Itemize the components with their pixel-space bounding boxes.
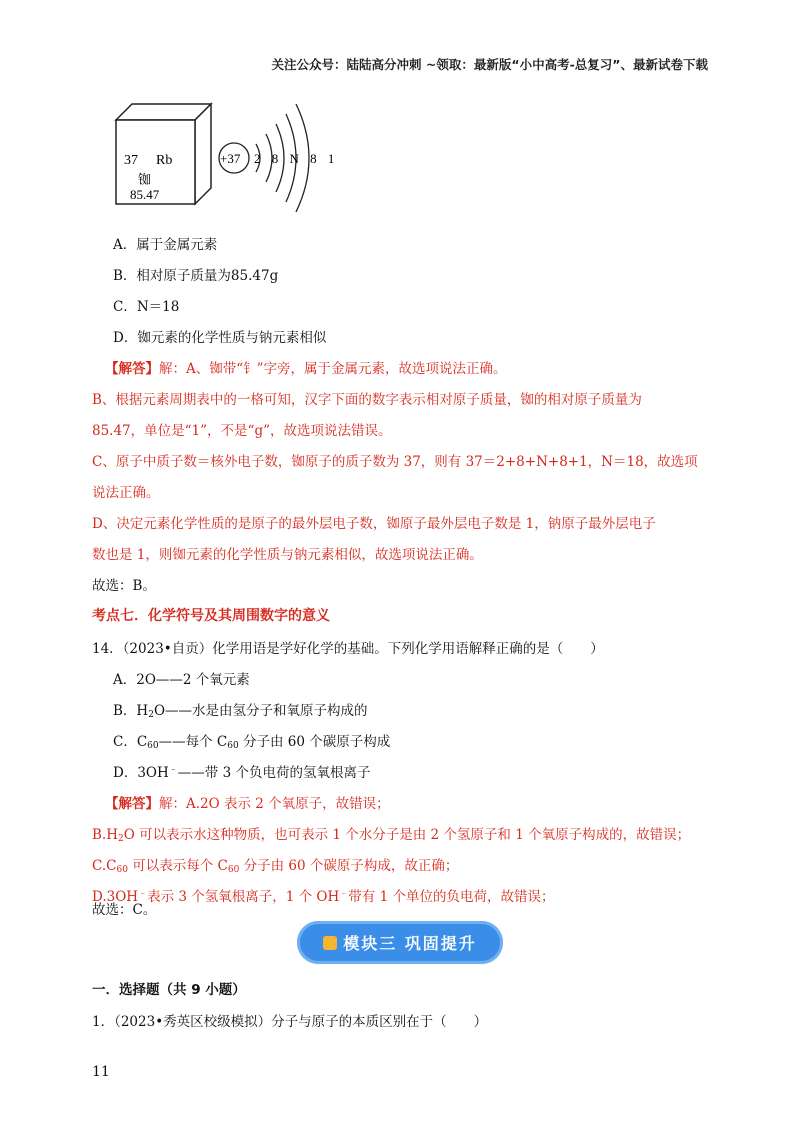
q14-option-d: D．3OH﹣——带 3 个负电荷的氢氧根离子 <box>113 765 371 781</box>
q14-stem: 14．（2023•自贡）化学用语是学好化学的基础。下列化学用语解释正确的是（ ） <box>92 641 604 657</box>
q13-option-b: B．相对原子质量为85.47g <box>113 268 279 284</box>
star-badge-icon <box>323 936 337 950</box>
element-symbol: Rb <box>156 153 173 168</box>
module-banner <box>297 921 503 964</box>
cube-side <box>195 104 211 204</box>
q14-answer-d: D.3OH﹣表示 3 个氢氧根离子，1 个 OH﹣带有 1 个单位的负电荷，故错误； <box>92 889 555 905</box>
section-heading: 考点七．化学符号及其周围数字的意义 <box>92 608 330 624</box>
page-header: 关注公众号：陆陆高分冲刺 ~领取：最新版“小中高考-总复习”、最新试卷下载 <box>271 57 708 72</box>
q14-answer-a: 【解答】解：A.2O 表示 2 个氧原子，故错误； <box>105 796 390 812</box>
q14-option-a: A．2O——2 个氧元素 <box>113 672 250 688</box>
part-title: 一．选择题（共 9 小题） <box>92 982 246 998</box>
page-number: 11 <box>92 1064 110 1080</box>
electron-counts: 2 8 N 8 1 <box>254 151 338 166</box>
nucleus-charge: +37 <box>220 151 241 166</box>
banner-label: 模块三 巩固提升 <box>343 934 477 953</box>
q13-answer-line: B、根据元素周期表中的一格可知，汉字下面的数字表示相对原子质量，铷的相对原子质量为 <box>92 392 642 408</box>
atomic-number: 37 <box>124 153 138 168</box>
q14-answer-c: $C.C_{60}$ 可以表示每个 $C_{60}$ 分子由 60 个碳原子构成，故正确； <box>92 858 459 875</box>
q13-answer-line: D、决定元素化学性质的是原子的最外层电子数，铷原子最外层电子数是 1，钠原子最外层电子 <box>92 516 656 532</box>
q1-stem: 1．（2023•秀英区校级模拟）分子与原子的本质区别在于（ ） <box>92 1014 488 1030</box>
q13-conclusion: 故选：B。 <box>92 578 156 594</box>
element-name: 铷 <box>138 173 152 188</box>
q13-answer-line: 数也是 1，则铷元素的化学性质与钠元素相似，故选项说法正确。 <box>92 547 483 563</box>
q13-answer-line: 说法正确。 <box>92 485 160 501</box>
q14-option-b: B．$H_2O——$水是由氢分子和氧原子构成的 <box>113 703 368 720</box>
answer-label: 【解答】 <box>105 361 159 377</box>
q13-option-a: A．属于金属元素 <box>113 237 218 253</box>
atomic-mass: 85.47 <box>130 187 160 202</box>
q13-answer-line <box>105 357 507 377</box>
q14-option-c: C．$C_{60}——$每个 $C_{60}$ 分子由 60 个碳原子构成 <box>113 734 391 751</box>
q14-answer-b: $B.H_2O$ 可以表示水这种物质，也可表示 1 个水分子是由 2 个氢原子和 1 个氧原子构成的，故错误； <box>92 827 691 844</box>
q13-option-c: C．N＝18 <box>113 299 180 315</box>
q13-answer-line: 85.47，单位是“1”，不是“g”，故选项说法错误。 <box>92 423 392 439</box>
q13-answer-line: C、原子中质子数＝核外电子数，铷原子的质子数为 37，则有 37＝2+8+N+8+1，N＝18，故选项 <box>92 454 698 470</box>
answer-text: 解：A、铷带“钅”字旁，属于金属元素，故选项说法正确。 <box>159 361 507 377</box>
q14-conclusion: 故选：C。 <box>92 902 157 918</box>
q13-option-d: D．铷元素的化学性质与钠元素相似 <box>113 330 327 346</box>
answer-label: 【解答】 <box>105 796 159 812</box>
rubidium-figure <box>108 92 338 222</box>
